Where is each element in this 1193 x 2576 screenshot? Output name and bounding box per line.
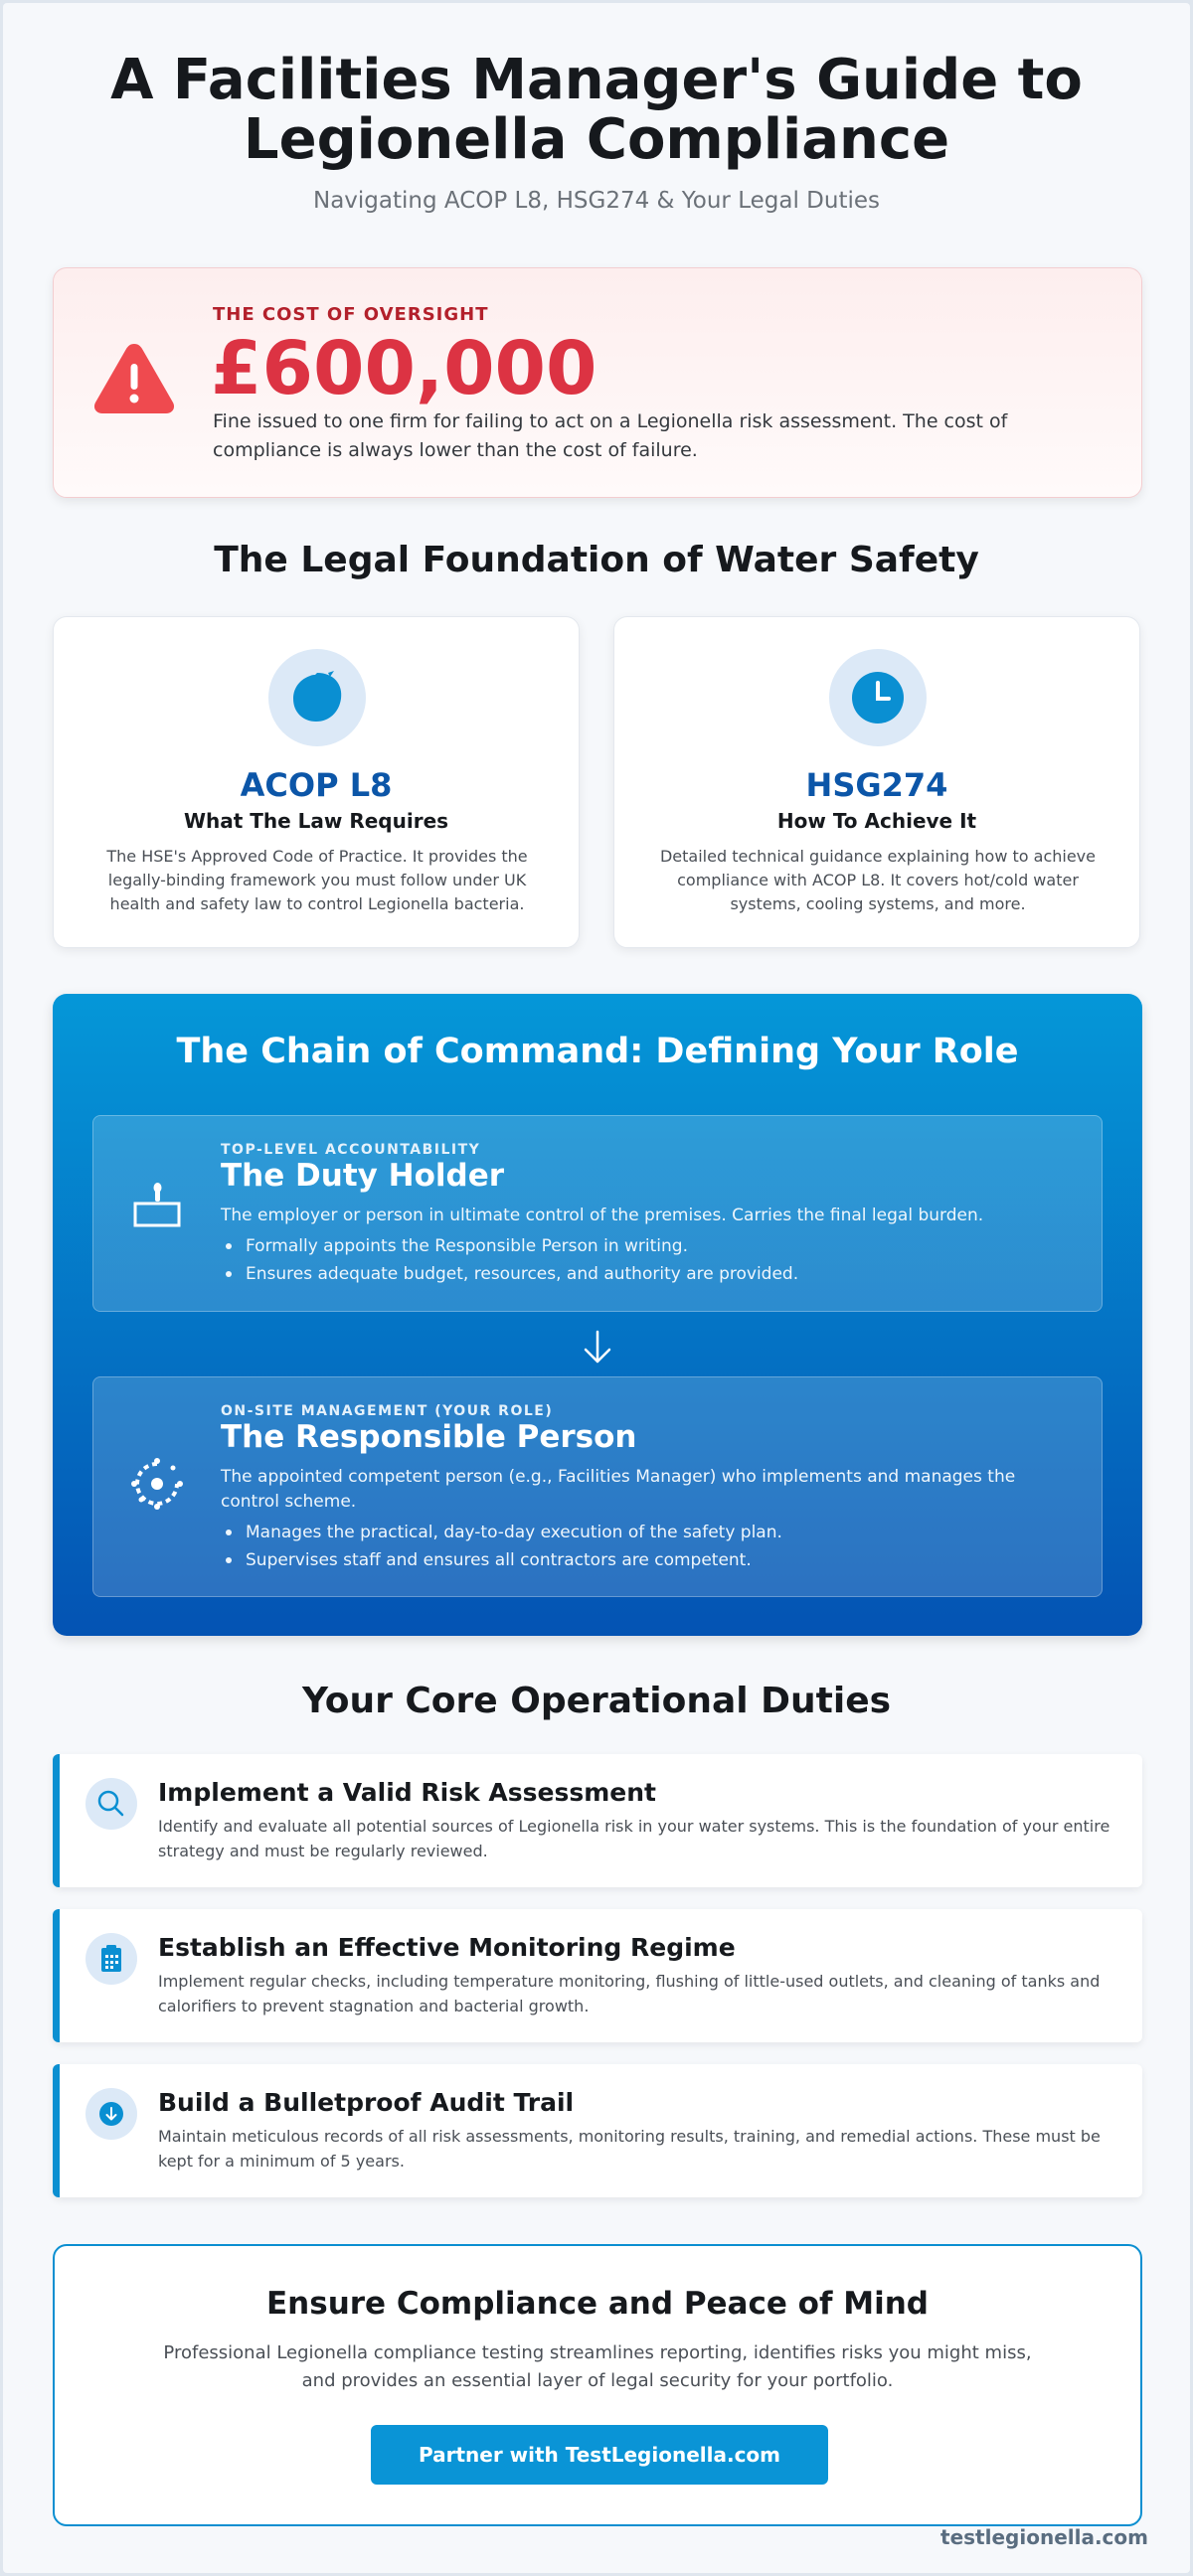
fine-amount: £600,000 bbox=[211, 326, 597, 411]
duty-title: Build a Bulletproof Audit Trail bbox=[158, 2088, 575, 2117]
page-header bbox=[3, 48, 1190, 214]
duty-icon-badge bbox=[85, 2088, 137, 2140]
role-name: The Responsible Person bbox=[221, 1419, 637, 1455]
legal-icon-badge bbox=[829, 649, 927, 746]
duty-icon-badge bbox=[85, 1933, 137, 1985]
role-eyebrow: ON-SITE MANAGEMENT (YOUR ROLE) bbox=[221, 1403, 554, 1419]
legal-card-description: Detailed technical guidance explaining how to achieve compliance with ACOP L8. It covers hot/cold water systems, cooling systems, and more. bbox=[659, 847, 1096, 913]
duty-icon-badge bbox=[85, 1778, 137, 1830]
page-title bbox=[3, 48, 1190, 172]
legal-card-subtitle: What The Law Requires bbox=[183, 809, 449, 833]
duty-card-audit-trail bbox=[53, 2064, 1142, 2197]
footer-brand: testlegionella.com bbox=[940, 2525, 1148, 2549]
legal-icon-badge bbox=[268, 649, 366, 746]
gavel-icon bbox=[125, 1176, 189, 1239]
chain-of-command-panel bbox=[53, 994, 1142, 1636]
role-name: The Duty Holder bbox=[221, 1158, 505, 1194]
page bbox=[3, 3, 1190, 2573]
duty-text: Identify and evaluate all potential sources of Legionella risk in your water systems. This is the foundation of your entire strategy and must be regularly reviewed. bbox=[158, 1817, 1110, 1860]
download-icon bbox=[85, 2088, 137, 2140]
arrow-down-icon bbox=[578, 1328, 617, 1368]
duty-title: Implement a Valid Risk Assessment bbox=[158, 1778, 657, 1807]
cost-card bbox=[53, 267, 1142, 498]
legal-card-name: HSG274 bbox=[805, 766, 948, 804]
role-description: The appointed competent person (e.g., Facilities Manager) who implements and manages the control scheme. bbox=[221, 1467, 1016, 1512]
duty-text: Maintain meticulous records of all risk assessments, monitoring results, training, and remedial actions. These must be kept for a minimum of 5 years. bbox=[158, 2127, 1101, 2171]
page-title-line-1: A Facilities Manager's Guide to bbox=[110, 48, 1083, 112]
legal-card-name: ACOP L8 bbox=[240, 766, 393, 804]
legal-section-title: The Legal Foundation of Water Safety bbox=[214, 540, 979, 580]
cta-panel bbox=[53, 2244, 1142, 2526]
cost-description: Fine issued to one firm for failing to act on a Legionella risk assessment. The cost of compliance is always lower than the cost of failure. bbox=[213, 410, 1008, 461]
role-bullet-list bbox=[221, 1232, 1076, 1288]
legal-card-subtitle: How To Achieve It bbox=[776, 809, 977, 833]
role-bullet: Supervises staff and ensures all contractors are competent. bbox=[221, 1546, 1076, 1574]
legal-card-acop-l8 bbox=[53, 616, 580, 948]
partner-button[interactable]: Partner with TestLegionella.com bbox=[371, 2425, 828, 2485]
role-bullet-list bbox=[221, 1519, 1076, 1574]
duty-text: Implement regular checks, including temperature monitoring, flushing of little-used outlets, and cleaning of tanks and calorifiers to prevent stagnation and bacterial growth. bbox=[158, 1972, 1101, 2015]
cta-text: Professional Legionella compliance testing streamlines reporting, identifies risks you might miss, and provides an essential layer of legal security for your portfolio. bbox=[163, 2342, 1032, 2391]
cost-eyebrow: THE COST OF OVERSIGHT bbox=[213, 304, 489, 325]
legal-card-description: The HSE's Approved Code of Practice. It provides the legally-binding framework you must follow under UK health and safety law to control Legionella bacteria. bbox=[106, 847, 528, 913]
duties-section-title: Your Core Operational Duties bbox=[301, 1681, 892, 1721]
water-drop-icon bbox=[268, 649, 366, 746]
role-card-responsible-person bbox=[92, 1376, 1103, 1597]
search-icon bbox=[85, 1778, 137, 1830]
clock-icon bbox=[829, 649, 927, 746]
chain-title: The Chain of Command: Defining Your Role bbox=[176, 1032, 1019, 1071]
role-bullet: Manages the practical, day-to-day execution of the safety plan. bbox=[221, 1519, 1076, 1546]
role-description: The employer or person in ultimate control of the premises. Carries the final legal burden. bbox=[221, 1206, 984, 1225]
legal-card-hsg274 bbox=[613, 616, 1140, 948]
role-eyebrow: TOP-LEVEL ACCOUNTABILITY bbox=[221, 1142, 481, 1158]
role-card-duty-holder bbox=[92, 1115, 1103, 1312]
page-subtitle: Navigating ACOP L8, HSG274 & Your Legal Duties bbox=[312, 188, 880, 214]
gear-icon bbox=[125, 1452, 189, 1516]
duty-card-monitoring bbox=[53, 1909, 1142, 2042]
cta-title: Ensure Compliance and Peace of Mind bbox=[266, 2286, 929, 2322]
warning-triangle-icon bbox=[91, 340, 177, 417]
clipboard-icon bbox=[85, 1933, 137, 1985]
page-title-line-2: Legionella Compliance bbox=[243, 107, 950, 172]
role-bullet: Formally appoints the Responsible Person in writing. bbox=[221, 1232, 1076, 1260]
duty-title: Establish an Effective Monitoring Regime bbox=[158, 1933, 736, 1962]
role-bullet: Ensures adequate budget, resources, and authority are provided. bbox=[221, 1260, 1076, 1288]
duty-card-risk-assessment bbox=[53, 1754, 1142, 1887]
